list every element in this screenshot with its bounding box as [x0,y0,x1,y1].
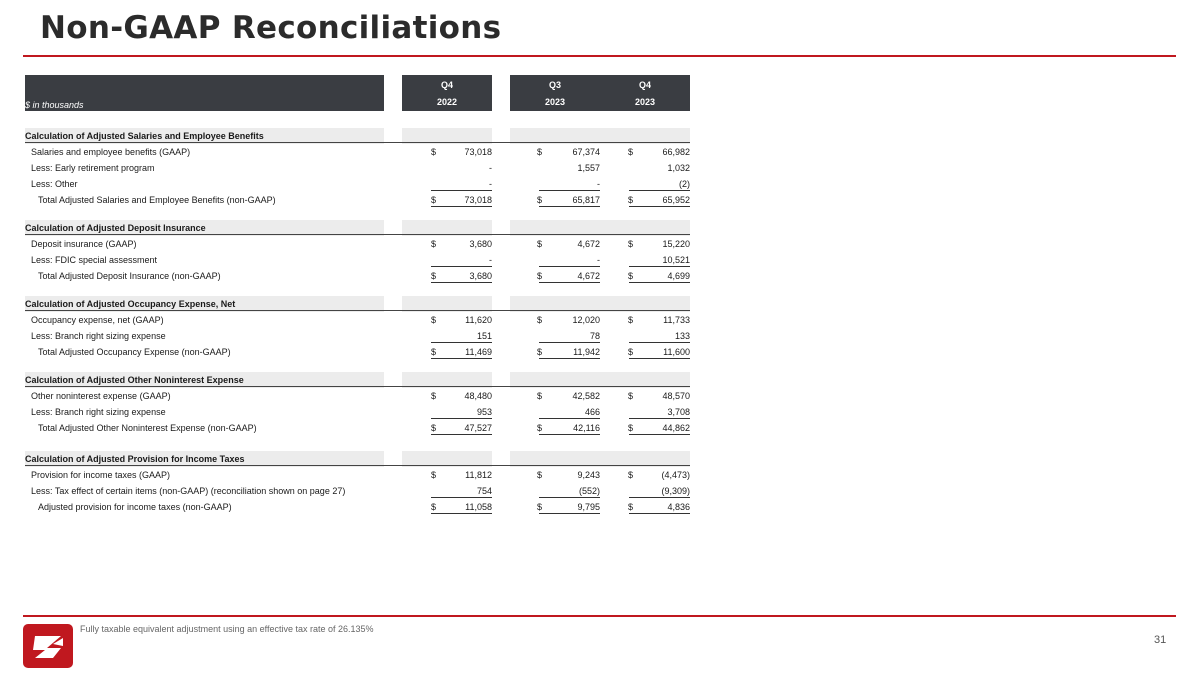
col-1-year: 2022 [436,97,458,107]
currency-symbol: $ [431,239,437,249]
cell-underline [629,434,690,435]
table-cell-value: 10,521 [662,255,690,265]
table-cell-value: 9,243 [577,470,600,480]
currency-symbol: $ [431,195,437,205]
table-cell-value: 133 [674,331,690,341]
table-cell-value: 1,032 [667,163,690,173]
currency-symbol: $ [628,391,634,401]
table-cell-value: 65,952 [662,195,690,205]
section-rule [25,234,690,235]
table-cell-value: 44,862 [662,423,690,433]
currency-symbol: $ [537,315,543,325]
col-3-quarter: Q4 [638,80,651,90]
col-3-year: 2023 [634,97,656,107]
table-cell-value: 953 [476,407,492,417]
currency-symbol: $ [537,271,543,281]
section-rule [25,386,690,387]
cell-underline [629,358,690,359]
col-2-year: 2023 [544,97,566,107]
table-cell-value: (552) [578,486,600,496]
table-cell-value: 466 [584,407,600,417]
table-cell-value: 66,982 [662,147,690,157]
cell-underline [539,190,600,191]
currency-symbol: $ [628,347,634,357]
currency-symbol: $ [537,470,543,480]
table-row-label: Less: FDIC special assessment [31,255,158,265]
page-number: 31 [1154,634,1167,646]
table-cell-value: 67,374 [572,147,600,157]
title-divider [23,55,1176,57]
cell-underline [431,513,492,514]
currency-symbol: $ [628,195,634,205]
table-row-label: Less: Other [31,179,78,189]
cell-underline [431,190,492,191]
table-cell-value: 11,058 [465,502,492,512]
cell-underline [539,418,600,419]
section-heading: Calculation of Adjusted Salaries and Employee Benefits [25,131,264,141]
currency-symbol: $ [537,391,543,401]
section-rule [25,142,690,143]
table-cell-value: 73,018 [464,147,492,157]
company-logo [23,624,73,668]
cell-underline [539,266,600,267]
currency-symbol: $ [431,391,437,401]
table-row-label: Deposit insurance (GAAP) [31,239,137,249]
currency-symbol: $ [628,239,634,249]
cell-underline [539,513,600,514]
currency-symbol: $ [431,470,437,480]
page-title: Non-GAAP Reconciliations [40,10,502,46]
table-row-label: Total Adjusted Deposit Insurance (non-GAAP) [38,271,221,281]
units-label: $ in thousands [25,100,84,110]
cell-underline [539,497,600,498]
table-cell-value: 1,557 [577,163,600,173]
cell-underline [431,434,492,435]
currency-symbol: $ [431,347,437,357]
table-row-label: Other noninterest expense (GAAP) [31,391,171,401]
section-heading: Calculation of Adjusted Provision for Income Taxes [25,454,245,464]
table-row-label: Less: Branch right sizing expense [31,331,166,341]
table-cell-value: 151 [476,331,492,341]
table-row-label: Total Adjusted Salaries and Employee Benefits (non-GAAP) [38,195,276,205]
cell-underline [629,206,690,207]
cell-underline [431,497,492,498]
table-cell-value: - [489,255,492,265]
cell-underline [431,418,492,419]
cell-underline [431,266,492,267]
table-row-label: Less: Early retirement program [31,163,155,173]
table-cell-value: - [489,163,492,173]
table-cell-value: (4,473) [661,470,690,480]
section-heading: Calculation of Adjusted Deposit Insurance [25,223,206,233]
table-row-label: Total Adjusted Other Noninterest Expense (non-GAAP) [38,423,257,433]
table-cell-value: 11,812 [465,470,492,480]
table-cell-value: 12,020 [572,315,600,325]
table-cell-value: 47,527 [464,423,492,433]
cell-underline [539,342,600,343]
currency-symbol: $ [537,147,543,157]
cell-underline [629,282,690,283]
cell-underline [539,434,600,435]
cell-underline [431,358,492,359]
table-cell-value: 48,480 [464,391,492,401]
table-cell-value: 42,116 [573,423,600,433]
table-row-label: Less: Branch right sizing expense [31,407,166,417]
table-row-label: Occupancy expense, net (GAAP) [31,315,164,325]
table-cell-value: 11,469 [465,347,492,357]
table-row-label: Salaries and employee benefits (GAAP) [31,147,191,157]
section-rule [25,310,690,311]
table-cell-value: - [597,179,600,189]
cell-underline [629,190,690,191]
currency-symbol: $ [431,147,437,157]
table-cell-value: - [489,179,492,189]
currency-symbol: $ [628,315,634,325]
table-cell-value: - [597,255,600,265]
currency-symbol: $ [431,423,437,433]
currency-symbol: $ [628,423,634,433]
currency-symbol: $ [537,347,543,357]
currency-symbol: $ [628,502,634,512]
table-cell-value: 11,600 [663,347,690,357]
cell-underline [539,282,600,283]
col-1-quarter: Q4 [440,80,453,90]
currency-symbol: $ [431,502,437,512]
section-heading: Calculation of Adjusted Other Noninterest Expense [25,375,244,385]
cell-underline [629,266,690,267]
currency-symbol: $ [628,147,634,157]
table-cell-value: 4,672 [577,271,600,281]
footer-divider [23,615,1176,617]
currency-symbol: $ [537,195,543,205]
table-cell-value: 3,680 [469,271,492,281]
table-cell-value: 4,836 [667,502,690,512]
currency-symbol: $ [537,502,543,512]
table-cell-value: 73,018 [464,195,492,205]
cell-underline [539,206,600,207]
table-cell-value: 754 [476,486,492,496]
table-row-label: Adjusted provision for income taxes (non-GAAP) [38,502,232,512]
currency-symbol: $ [537,239,543,249]
table-cell-value: 11,942 [573,347,600,357]
table-cell-value: (9,309) [661,486,690,496]
section-heading: Calculation of Adjusted Occupancy Expense, Net [25,299,236,309]
table-cell-value: 78 [589,331,600,341]
table-cell-value: 4,699 [667,271,690,281]
table-row-label: Less: Tax effect of certain items (non-GAAP) (reconciliation shown on page 27) [31,486,346,496]
col-2-quarter: Q3 [548,80,561,90]
table-row-label: Provision for income taxes (GAAP) [31,470,171,480]
table-cell-value: 42,582 [572,391,600,401]
table-cell-value: 9,795 [577,502,600,512]
cell-underline [629,497,690,498]
table-cell-value: 11,620 [465,315,492,325]
cell-underline [629,342,690,343]
footnote: Fully taxable equivalent adjustment using an effective tax rate of 26.135% [80,624,374,634]
currency-symbol: $ [431,315,437,325]
currency-symbol: $ [628,271,634,281]
cell-underline [629,418,690,419]
currency-symbol: $ [628,470,634,480]
cell-underline [539,358,600,359]
currency-symbol: $ [537,423,543,433]
table-cell-value: 15,220 [662,239,690,249]
table-cell-value: 48,570 [662,391,690,401]
table-cell-value: 3,680 [469,239,492,249]
cell-underline [431,282,492,283]
table-cell-value: 3,708 [667,407,690,417]
cell-underline [431,206,492,207]
table-cell-value: 65,817 [572,195,600,205]
currency-symbol: $ [431,271,437,281]
table-cell-value: (2) [679,179,690,189]
cell-underline [629,513,690,514]
section-rule [25,465,690,466]
table-cell-value: 11,733 [663,315,690,325]
table-cell-value: 4,672 [577,239,600,249]
cell-underline [431,342,492,343]
table-row-label: Total Adjusted Occupancy Expense (non-GAAP) [38,347,231,357]
